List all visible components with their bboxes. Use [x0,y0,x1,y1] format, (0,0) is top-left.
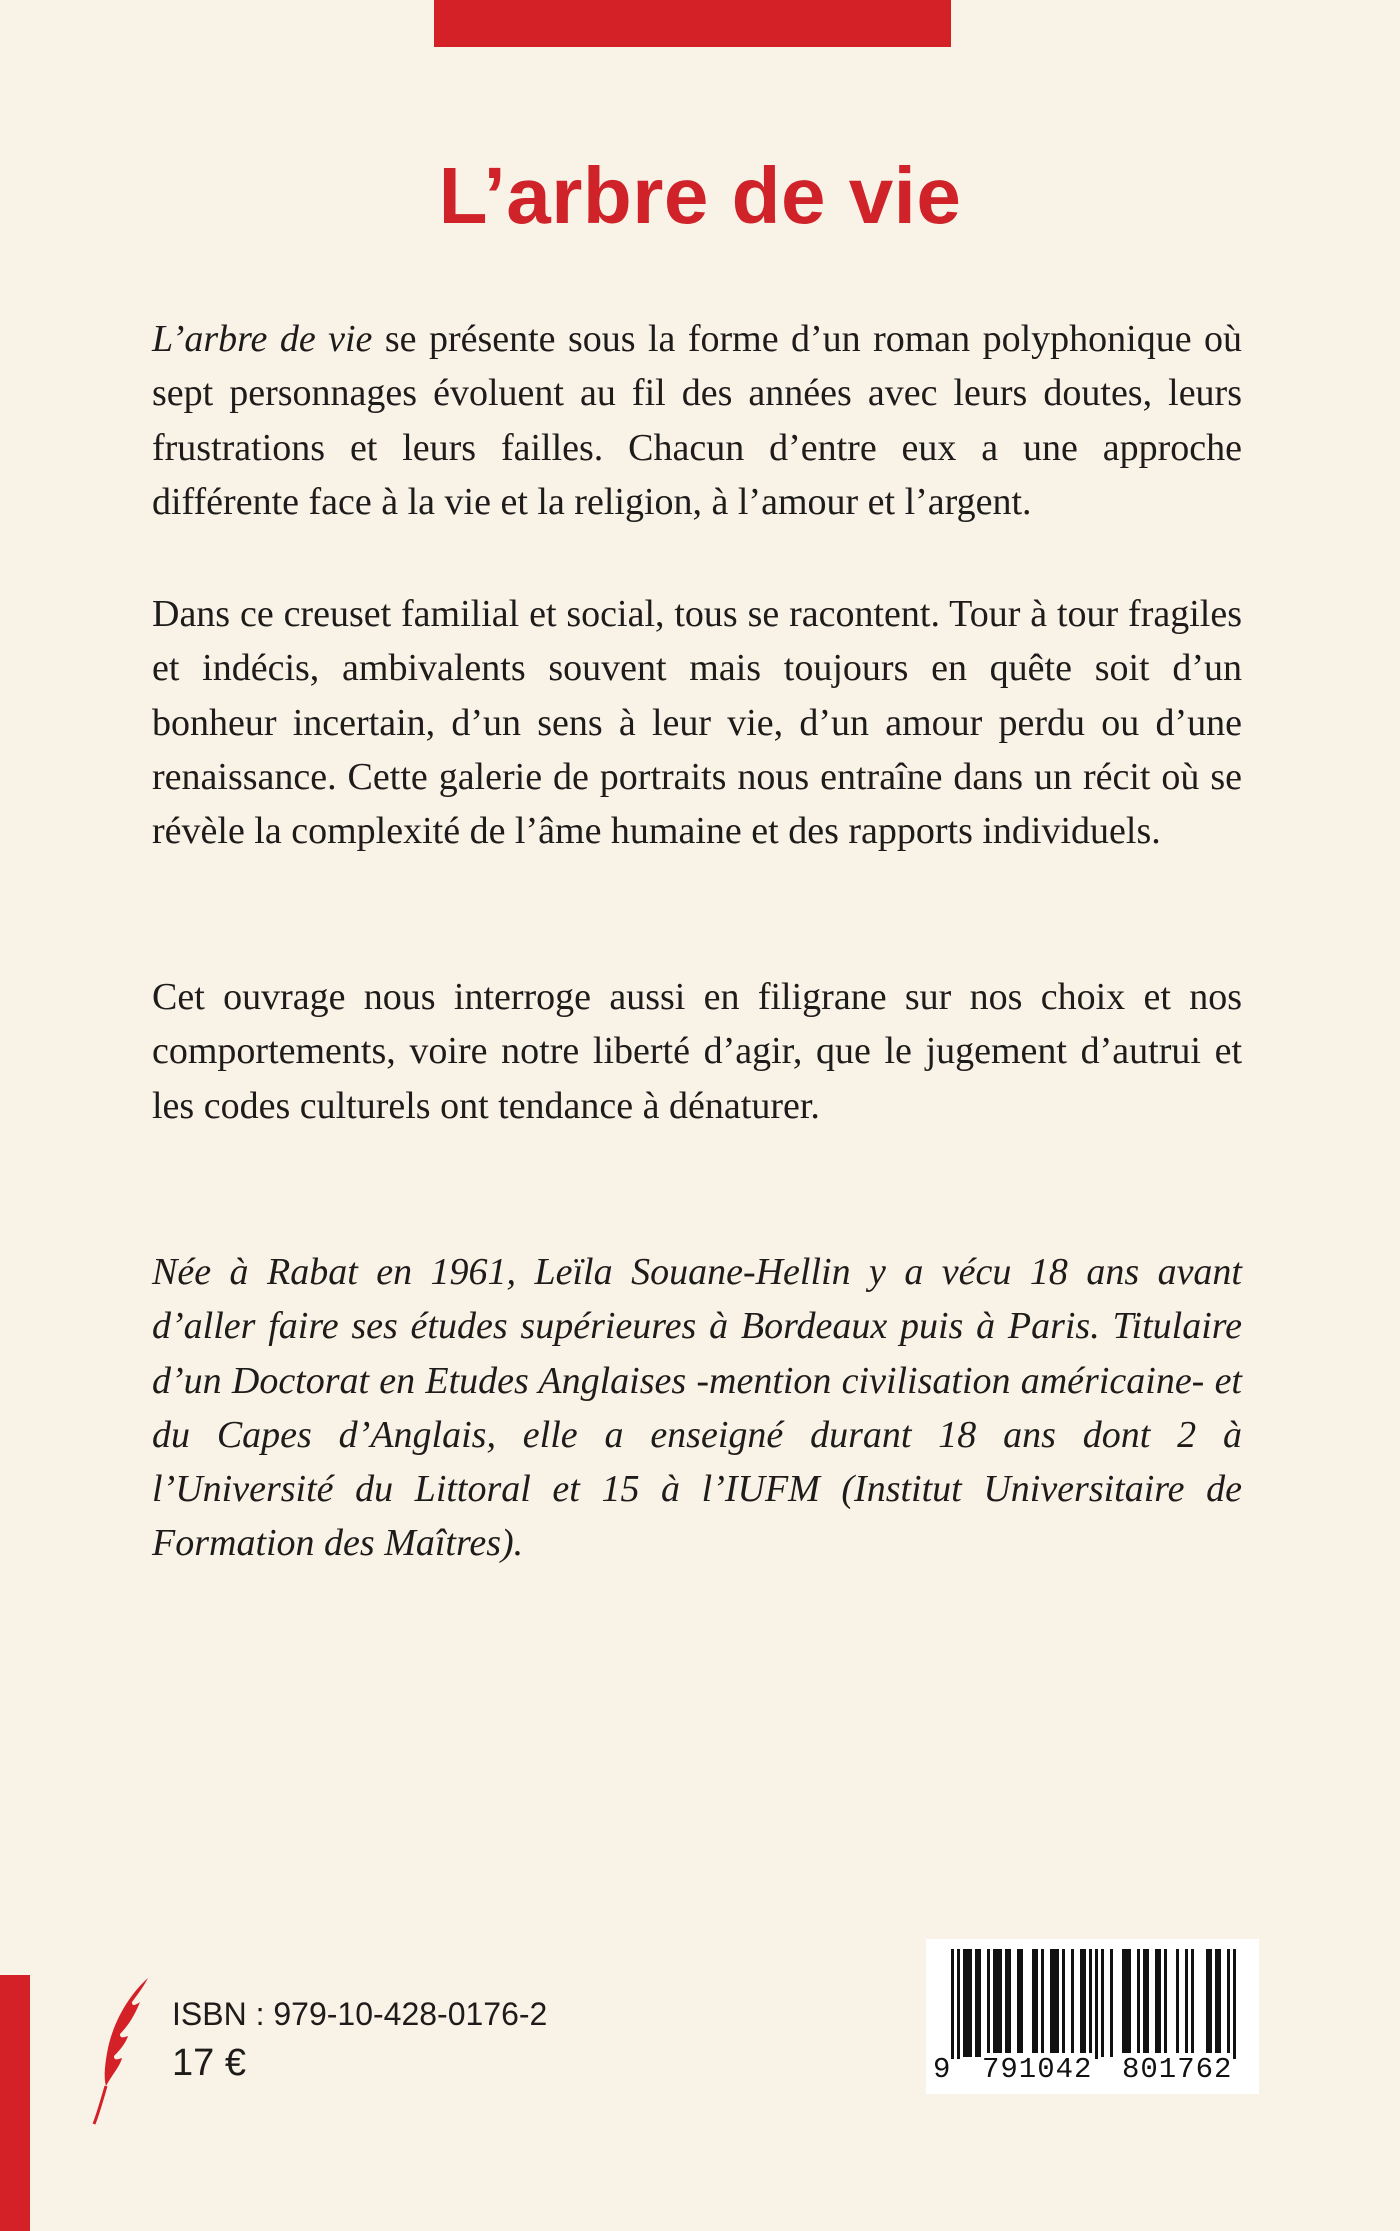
blurb-paragraph-2-text: Dans ce creuset familial et social, tous se racontent. Tour à tour fragiles et indécis, ambivalents souvent mais toujours en quête soit d’un bonheur incertain, d’un sens à leur vie, d’un amour perdu ou d’une renaissance. Cette galerie de portraits nous entraîne dans un récit où se révèle la complexité de l’âme humaine et des rapports individuels. [152,593,1242,853]
blurb-paragraph-1 [152,312,1242,529]
feather-icon [92,1976,154,2126]
top-accent-bar [434,0,951,47]
barcode-bar [1158,1949,1161,2057]
barcode [926,1939,1259,2094]
barcode-bar [1233,1949,1236,2059]
barcode-bar [1080,1949,1083,2057]
barcode-bar [978,1949,981,2057]
barcode-bar [1125,1949,1128,2057]
barcode-bar [1083,1949,1086,2057]
barcode-bar [1089,1949,1092,2059]
barcode-bar [1137,1949,1140,2057]
author-bio [152,1245,1242,1571]
barcode-bar [1155,1949,1158,2057]
barcode-bar [1185,1949,1188,2057]
barcode-bar [999,1949,1002,2057]
blurb-title-reference: L’arbre de vie [152,318,373,360]
barcode-bar [1008,1949,1011,2057]
barcode-bar [1143,1949,1146,2057]
barcode-bar [1122,1949,1125,2057]
barcode-bar [1050,1949,1053,2057]
barcode-bar [1209,1949,1212,2057]
blurb-paragraph-2 [152,587,1242,858]
isbn-label: ISBN : 979-10-428-0176-2 [172,1996,548,2032]
barcode-bar [969,1949,972,2057]
price-label: 17 € [172,2042,246,2084]
barcode-bar [1071,1949,1074,2057]
barcode-digits-left: 791042 [982,2053,1093,2086]
barcode-bars [926,1939,1259,2059]
barcode-bar [993,1949,996,2057]
barcode-bar [1020,1949,1023,2057]
author-bio-text: Née à Rabat en 1961, Leïla Souane-Hellin y a vécu 18 ans avant d’aller faire ses études supérieures à Bordeaux puis à Paris. Titulaire d’un Doctorat en Etudes Anglaises -mention civilisation américaine- et du Capes d’Anglais, elle a enseigné durant 18 ans dont 2 à l’Université du Littoral et 15 à l’IUFM (Institut Universitaire de Formation des Maîtres). [152,1251,1242,1565]
barcode-bar [1035,1949,1038,2057]
barcode-bar [951,1949,954,2059]
barcode-bar [1101,1949,1104,2057]
barcode-bar [1017,1949,1020,2057]
barcode-digits-right: 801762 [1122,2053,1233,2086]
barcode-bar [975,1949,978,2057]
barcode-bar [966,1949,969,2057]
barcode-bar [1146,1949,1149,2057]
barcode-bar [1032,1949,1035,2057]
barcode-bar [1041,1949,1044,2057]
barcode-bar [1191,1949,1194,2057]
barcode-bar [987,1949,990,2057]
barcode-bar [963,1949,966,2057]
barcode-bar [996,1949,999,2057]
barcode-digits [926,2051,1259,2091]
barcode-bar [1095,1949,1098,2059]
barcode-bar [1056,1949,1059,2057]
barcode-bar [1227,1949,1230,2059]
barcode-bar [1053,1949,1056,2057]
barcode-bar [1005,1949,1008,2057]
barcode-bar [1164,1949,1167,2057]
book-title: L’arbre de vie [438,151,962,240]
barcode-bar [1110,1949,1113,2057]
barcode-bar [1176,1949,1179,2057]
barcode-digit-first: 9 [933,2053,951,2086]
blurb-paragraph-3 [152,970,1242,1133]
barcode-bar [1206,1949,1209,2057]
barcode-bar [1218,1949,1221,2057]
blurb-paragraph-3-text: Cet ouvrage nous interroge aussi en filigrane sur nos choix et nos comportements, voire notre liberté d’agir, que le jugement d’autrui et les codes culturels ont tendance à dénaturer. [152,976,1242,1127]
barcode-bar [957,1949,960,2059]
barcode-bar [1128,1949,1131,2057]
barcode-bar [1215,1949,1218,2057]
blurb-paragraph-1-text: se présente sous la forme d’un roman polyphonique où sept personnages évoluent au fil des années avec leurs doutes, leurs frustrations et leurs failles. Chacun d’entre eux a une approche différente face à la vie et la religion, à l’amour et l’argent. [152,318,1242,523]
side-accent-bar [0,1975,30,2231]
barcode-bar [1062,1949,1065,2057]
